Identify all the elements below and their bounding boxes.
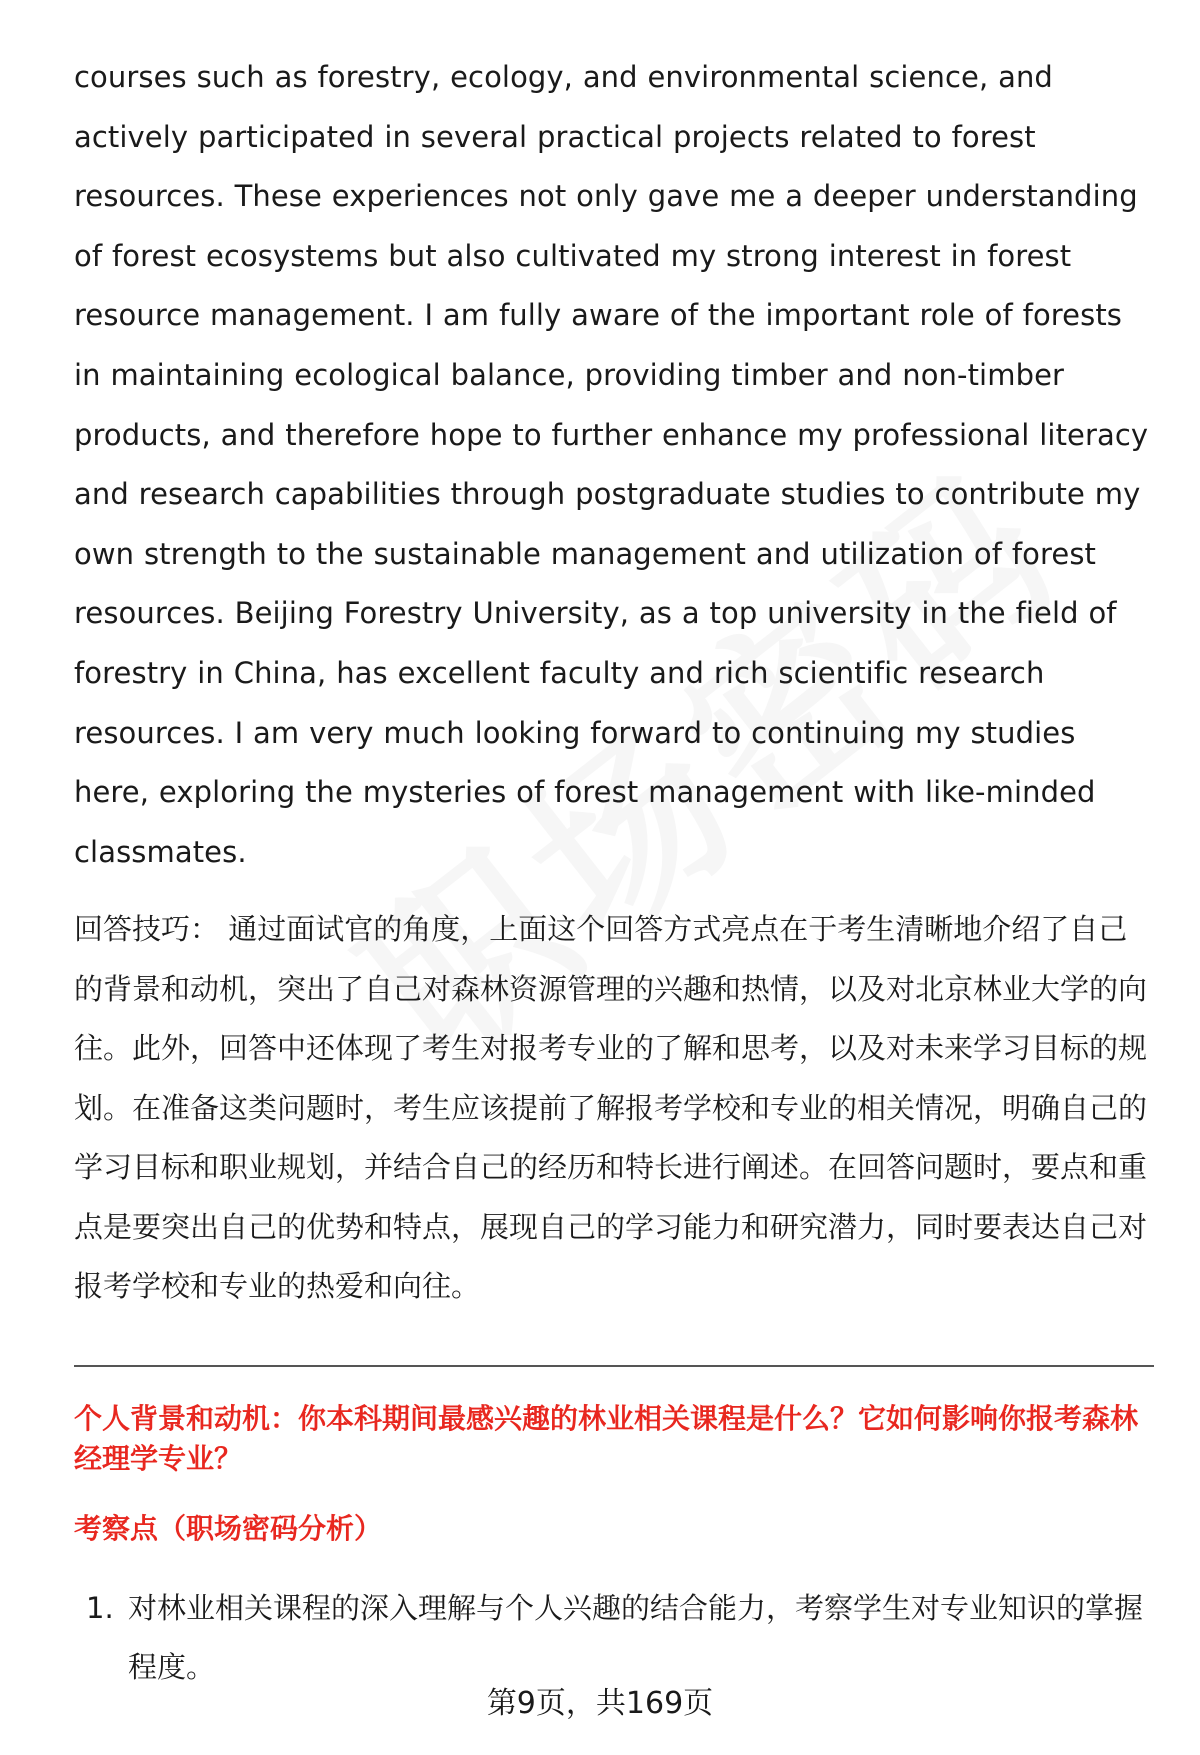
list-item-number: 1.	[86, 1590, 114, 1625]
section-divider	[74, 1365, 1154, 1367]
page-content	[74, 48, 1154, 1698]
list-item-text: 对林业相关课程的深入理解与个人兴趣的结合能力，考察学生对专业知识的掌握程度。	[128, 1590, 1144, 1685]
question-heading: 个人背景和动机：你本科期间最感兴趣的林业相关课程是什么？它如何影响你报考森林经理学专业？	[74, 1401, 1139, 1475]
page-number-footer: 第9页，共169页	[486, 1686, 714, 1721]
section-title: 考察点（职场密码分析）	[74, 1511, 383, 1545]
answer-paragraph: courses such as forestry, ecology, and environmental science, and actively participated in several practical projects related to forest resources. These experiences not only gave me a deeper understanding of forest ecosystems but also cultivated my strong interest in forest resource management. I am fully aware of the important role of forests in maintaining ecological balance, providing timber and non-timber products, and therefore hope to further enhance my professional literacy and research capabilities through postgraduate studies to contribute my own strength to the sustainable management and utilization of forest resources. Beijing Forestry University, as a top university in the field of forestry in China, has excellent faculty and rich scientific research resources. I am very much looking forward to continuing my studies here, exploring the mysteries of forest management with like-minded classmates.	[74, 60, 1149, 869]
tips-block	[74, 900, 1154, 1317]
tips-label: 回答技巧：	[74, 912, 220, 947]
tips-text: 通过面试官的角度，上面这个回答方式亮点在于考生清晰地介绍了自己的背景和动机，突出了自己对森林资源管理的兴趣和热情，以及对北京林业大学的向往。此外，回答中还体现了考生对报考专业的了解和思考，以及对未来学习目标的规划。在准备这类问题时，考生应该提前了解报考学校和专业的相关情况，明确自己的学习目标和职业规划，并结合自己的经历和特长进行阐述。在回答问题时，要点和重点是要突出自己的优势和特点，展现自己的学习能力和研究潜力，同时要表达自己对报考学校和专业的热爱和向往。	[74, 912, 1148, 1304]
